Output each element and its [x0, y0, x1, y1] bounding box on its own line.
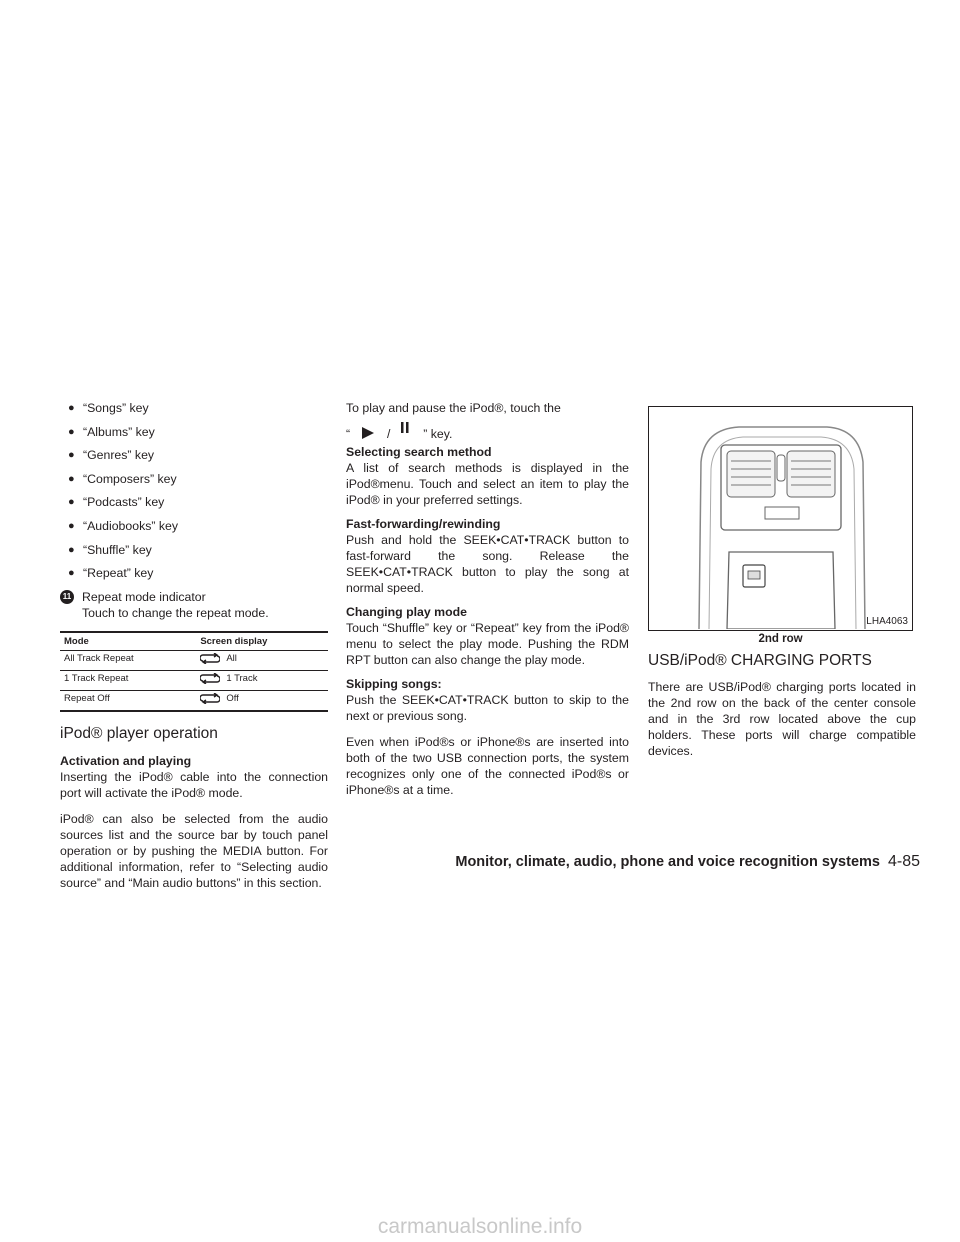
- list-item: ● “Songs” key: [68, 401, 149, 415]
- footer-section-title: Monitor, climate, audio, phone and voice recognition systems: [455, 854, 880, 870]
- paragraph: Even when iPod®s or iPhone®s are inserted into both of the two USB connection ports, the system recognizes only one of the connected iPod®s or iPhone®s at a time.: [346, 735, 629, 797]
- console-figure: [648, 406, 913, 631]
- play-icon: [360, 426, 376, 440]
- paragraph: To play and pause the iPod®, touch the: [346, 401, 561, 415]
- paragraph: Inserting the iPod® cable into the connection port will activate the iPod® mode.: [60, 769, 328, 800]
- section-heading-charging-ports: USB/iPod® CHARGING PORTS: [648, 652, 872, 669]
- subheading-play-mode: Changing play mode: [346, 605, 467, 619]
- repeat-icon: [200, 693, 220, 704]
- table-row: 1 Track Repeat 1 Track: [60, 670, 328, 690]
- table-header-mode: Mode: [60, 632, 196, 651]
- page-number: 4-85: [887, 853, 920, 870]
- subheading-ff: Fast-forwarding/rewinding: [346, 517, 501, 531]
- table-header-display: Screen display: [196, 632, 328, 651]
- list-item: ● “Audiobooks” key: [68, 518, 179, 533]
- column-3: [648, 651, 916, 759]
- list-item: ● “Podcasts” key: [68, 495, 165, 510]
- paragraph: Touch “Shuffle” key or “Repeat” key from the iPod® menu to select the play mode. Pushing the RDM RPT button can also change the play mode.: [346, 621, 629, 667]
- repeat-icon: [200, 653, 220, 664]
- list-item: ● “Repeat” key: [68, 566, 154, 581]
- column-2: [346, 400, 629, 798]
- section-heading-ipod-operation: iPod® player operation: [60, 724, 218, 742]
- item-number-badge: 11: [60, 590, 74, 604]
- repeat-mode-indicator-item: [60, 589, 328, 621]
- figure-id: LHA4063: [866, 616, 908, 627]
- watermark: carmanualsonline.info: [377, 1215, 583, 1238]
- figure-caption: 2nd row: [758, 633, 803, 645]
- console-illustration: [649, 407, 911, 629]
- subheading-skip: Skipping songs:: [346, 677, 442, 691]
- paragraph: A list of search methods is displayed in the iPod®menu. Touch and select an item to play the iPod® in your preferred settings.: [346, 461, 629, 507]
- column-1: [60, 400, 328, 891]
- paragraph: iPod® can also be selected from the audio sources list and the source bar by touch panel operation or by pushing the MEDIA button. For additional information, refer to “Selecting audio source” and “Main audio buttons” in this section.: [60, 811, 328, 890]
- list-item: ● “Albums” key: [68, 424, 155, 439]
- paragraph: Push and hold the SEEK•CAT•TRACK button to fast-forward the song. Release the SEEK•CAT•TRACK button to play the song at normal speed.: [346, 533, 629, 595]
- bullet-list: [60, 400, 328, 581]
- repeat-mode-table: [60, 631, 328, 712]
- list-item: ● “Composers” key: [68, 471, 177, 486]
- repeat-icon: [200, 673, 220, 684]
- table-row: All Track Repeat All: [60, 650, 328, 670]
- subheading-activation: Activation and playing: [60, 753, 192, 768]
- play-pause-key-line: “ / ” key.: [346, 422, 629, 442]
- paragraph: Push the SEEK•CAT•TRACK button to skip to the next or previous song.: [346, 693, 629, 723]
- page-footer: [450, 853, 920, 871]
- item-description: Touch to change the repeat mode.: [82, 605, 269, 620]
- item-title: Repeat mode indicator: [82, 589, 206, 604]
- table-row: Repeat Off Off: [60, 690, 328, 711]
- list-item: ● “Genres” key: [68, 448, 155, 463]
- paragraph: There are USB/iPod® charging ports located in the 2nd row on the back of the center console and in the 3rd row located above the cup holders. These ports will charge compatible devices.: [648, 680, 916, 758]
- subheading-search: Selecting search method: [346, 445, 492, 459]
- pause-icon: [400, 422, 410, 434]
- list-item: ● “Shuffle” key: [68, 542, 152, 557]
